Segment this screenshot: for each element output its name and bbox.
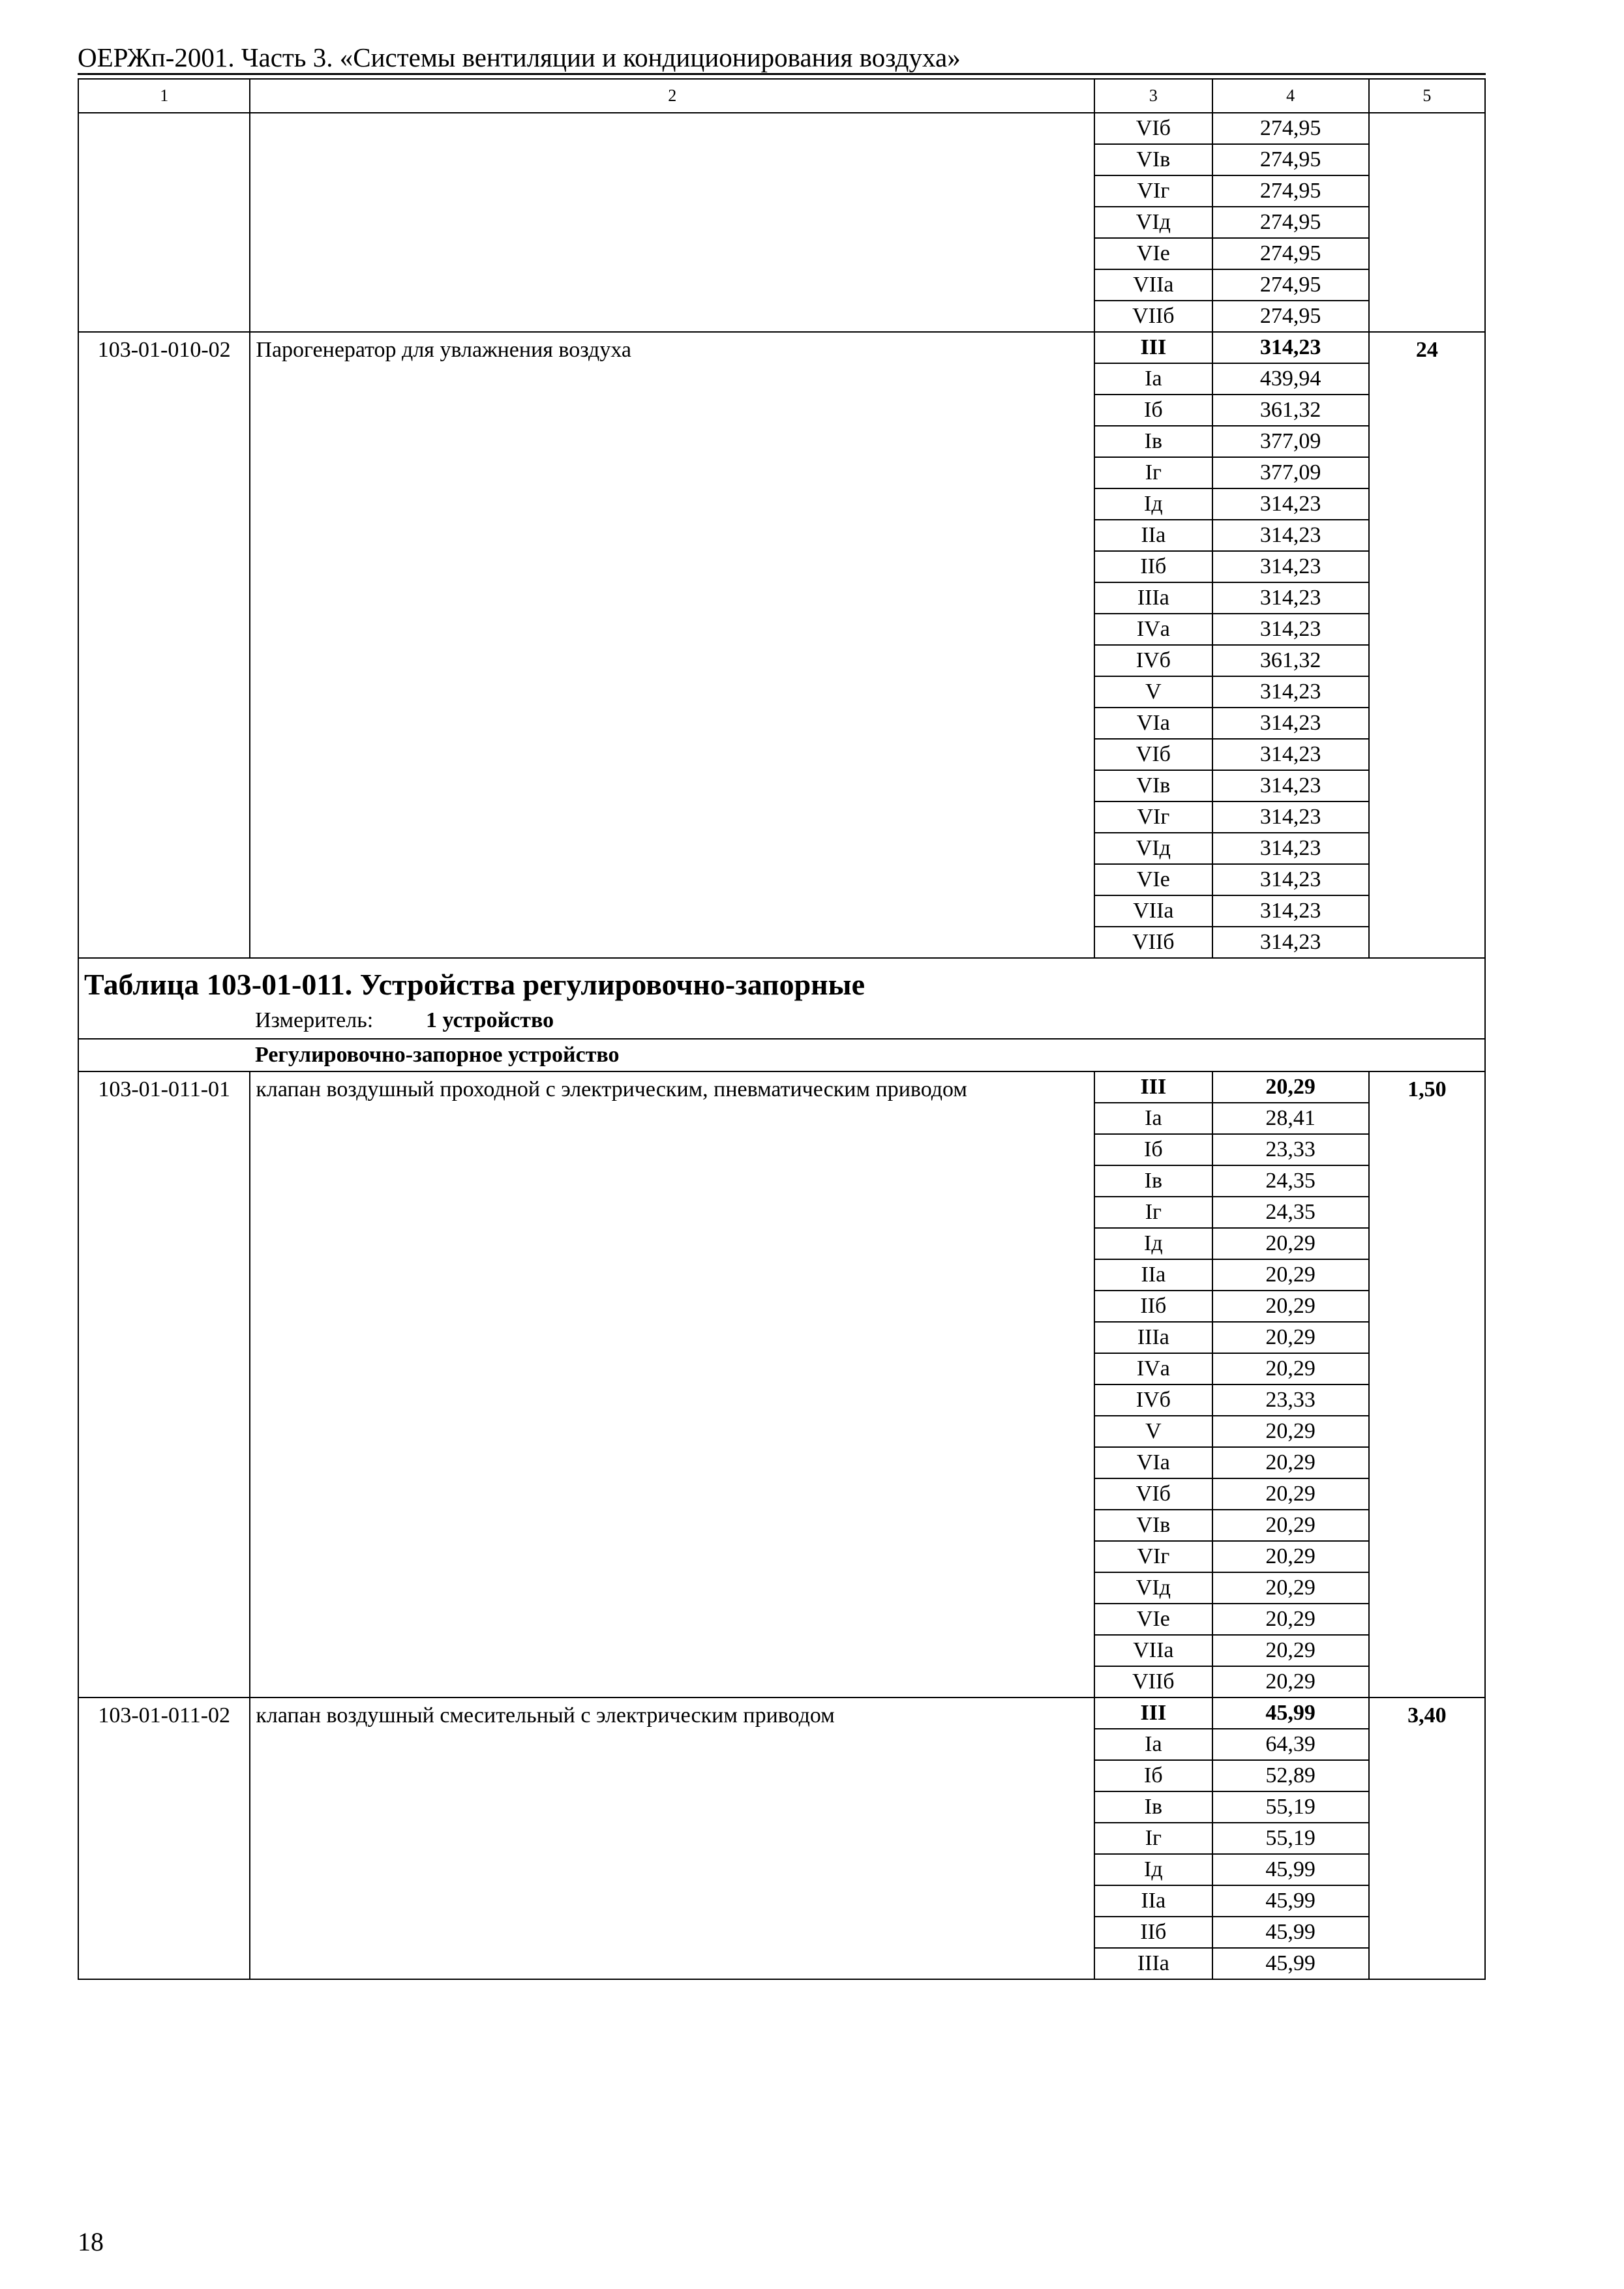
table-row — [78, 1071, 1485, 1103]
price-cell: 23,33 — [1212, 1134, 1369, 1165]
column-number: 3 — [1094, 79, 1212, 113]
zone-cell: Iд — [1094, 1854, 1212, 1885]
price-cell: 45,99 — [1212, 1854, 1369, 1885]
ratio-cell: 24 — [1369, 332, 1485, 958]
price-cell: 314,23 — [1212, 770, 1369, 801]
meter-label: Измеритель: — [255, 1008, 374, 1032]
zone-cell: Iв — [1094, 1165, 1212, 1197]
zone-cell: VIв — [1094, 770, 1212, 801]
item-description: Парогенератор для увлажнения воздуха — [250, 332, 1094, 958]
item-code: 103-01-011-01 — [78, 1071, 250, 1698]
zone-cell: Iв — [1094, 426, 1212, 457]
zone-cell: VIе — [1094, 864, 1212, 895]
column-number-row — [78, 79, 1485, 113]
price-cell: 274,95 — [1212, 113, 1369, 144]
zone-cell: VIб — [1094, 113, 1212, 144]
zone-cell: IIа — [1094, 1259, 1212, 1291]
zone-cell: VIг — [1094, 801, 1212, 833]
item-description-empty — [250, 113, 1094, 332]
zone-cell: Iб — [1094, 395, 1212, 426]
price-cell: 20,29 — [1212, 1541, 1369, 1572]
price-cell: 20,29 — [1212, 1447, 1369, 1478]
price-cell: 274,95 — [1212, 144, 1369, 175]
price-cell: 314,23 — [1212, 801, 1369, 833]
zone-cell: IIIа — [1094, 582, 1212, 614]
price-cell: 439,94 — [1212, 363, 1369, 395]
price-cell: 361,32 — [1212, 395, 1369, 426]
price-cell: 274,95 — [1212, 175, 1369, 207]
section-title-row — [78, 958, 1485, 1006]
ratio-cell: 3,40 — [1369, 1698, 1485, 1979]
table-row — [78, 1698, 1485, 1729]
price-cell: 20,29 — [1212, 1416, 1369, 1447]
price-cell: 314,23 — [1212, 582, 1369, 614]
price-cell: 314,23 — [1212, 927, 1369, 958]
zone-cell: Iб — [1094, 1134, 1212, 1165]
zone-cell: IIIа — [1094, 1948, 1212, 1979]
page-header: ОЕРЖп-2001. Часть 3. «Системы вентиляции и кондиционирования воздуха» — [78, 42, 961, 72]
zone-cell: IIа — [1094, 520, 1212, 551]
zone-cell: III — [1094, 1071, 1212, 1103]
meter-value: 1 устройство — [426, 1008, 554, 1032]
price-cell: 55,19 — [1212, 1791, 1369, 1823]
price-cell: 55,19 — [1212, 1823, 1369, 1854]
zone-cell: VIе — [1094, 238, 1212, 269]
zone-cell: IVа — [1094, 1353, 1212, 1384]
item-description: клапан воздушный смесительный с электрическим приводом — [250, 1698, 1094, 1979]
zone-cell: VIIб — [1094, 301, 1212, 332]
price-cell: 20,29 — [1212, 1228, 1369, 1259]
item-code: 103-01-010-02 — [78, 332, 250, 958]
zone-cell: IVа — [1094, 614, 1212, 645]
item-description: клапан воздушный проходной с электрическим, пневматическим приводом — [250, 1071, 1094, 1698]
price-cell: 274,95 — [1212, 207, 1369, 238]
zone-cell: VIд — [1094, 833, 1212, 864]
zone-cell: Iа — [1094, 1729, 1212, 1760]
price-cell: 314,23 — [1212, 488, 1369, 520]
zone-cell: VIб — [1094, 1478, 1212, 1510]
price-cell: 314,23 — [1212, 520, 1369, 551]
price-cell: 314,23 — [1212, 833, 1369, 864]
zone-cell: IIб — [1094, 1291, 1212, 1322]
table-row — [78, 332, 1485, 363]
price-cell: 314,23 — [1212, 708, 1369, 739]
zone-cell: Iг — [1094, 1823, 1212, 1854]
zone-cell: VIа — [1094, 1447, 1212, 1478]
price-cell: 20,29 — [1212, 1291, 1369, 1322]
zone-cell: VIа — [1094, 708, 1212, 739]
table-row — [78, 113, 1485, 144]
price-cell: 28,41 — [1212, 1103, 1369, 1134]
price-cell: 361,32 — [1212, 645, 1369, 676]
zone-cell: V — [1094, 1416, 1212, 1447]
zone-cell: VIд — [1094, 1572, 1212, 1604]
price-table — [78, 78, 1486, 1980]
meter-row — [78, 1006, 1485, 1039]
meter — [79, 1006, 1484, 1038]
zone-cell: Iа — [1094, 363, 1212, 395]
zone-cell: IIIа — [1094, 1322, 1212, 1353]
zone-cell: VIг — [1094, 175, 1212, 207]
price-cell: 314,23 — [1212, 864, 1369, 895]
price-cell: 52,89 — [1212, 1760, 1369, 1791]
zone-cell: Iд — [1094, 1228, 1212, 1259]
price-cell: 377,09 — [1212, 426, 1369, 457]
price-cell: 20,29 — [1212, 1510, 1369, 1541]
price-cell: 20,29 — [1212, 1353, 1369, 1384]
price-cell: 64,39 — [1212, 1729, 1369, 1760]
item-code: 103-01-011-02 — [78, 1698, 250, 1979]
zone-cell: VIг — [1094, 1541, 1212, 1572]
zone-cell: III — [1094, 1698, 1212, 1729]
zone-cell: Iб — [1094, 1760, 1212, 1791]
zone-cell: Iг — [1094, 1197, 1212, 1228]
price-cell: 23,33 — [1212, 1384, 1369, 1416]
zone-cell: VIIб — [1094, 927, 1212, 958]
price-cell: 274,95 — [1212, 301, 1369, 332]
price-cell: 20,29 — [1212, 1259, 1369, 1291]
item-code-empty — [78, 113, 250, 332]
zone-cell: IVб — [1094, 645, 1212, 676]
price-cell: 377,09 — [1212, 457, 1369, 488]
zone-cell: VIIа — [1094, 895, 1212, 927]
price-cell: 20,29 — [1212, 1604, 1369, 1635]
zone-cell: Iв — [1094, 1791, 1212, 1823]
price-cell: 314,23 — [1212, 614, 1369, 645]
zone-cell: VIб — [1094, 739, 1212, 770]
column-number: 5 — [1369, 79, 1485, 113]
zone-cell: VIд — [1094, 207, 1212, 238]
price-cell: 20,29 — [1212, 1071, 1369, 1103]
price-cell: 45,99 — [1212, 1948, 1369, 1979]
column-number: 2 — [250, 79, 1094, 113]
price-cell: 314,23 — [1212, 676, 1369, 708]
header-rule — [78, 73, 1486, 75]
price-cell: 20,29 — [1212, 1666, 1369, 1698]
table-title: Таблица 103-01-011. Устройства регулировочно-запорные — [84, 968, 865, 1001]
price-cell: 314,23 — [1212, 332, 1369, 363]
price-cell: 20,29 — [1212, 1572, 1369, 1604]
zone-cell: VIIа — [1094, 1635, 1212, 1666]
price-cell: 314,23 — [1212, 551, 1369, 582]
price-cell: 45,99 — [1212, 1885, 1369, 1917]
column-number: 4 — [1212, 79, 1369, 113]
price-cell: 20,29 — [1212, 1322, 1369, 1353]
zone-cell: IIб — [1094, 1917, 1212, 1948]
zone-cell: Iг — [1094, 457, 1212, 488]
price-cell: 274,95 — [1212, 269, 1369, 301]
price-cell: 45,99 — [1212, 1698, 1369, 1729]
zone-cell: VIе — [1094, 1604, 1212, 1635]
price-cell: 20,29 — [1212, 1478, 1369, 1510]
ratio-cell: 1,50 — [1369, 1071, 1485, 1698]
zone-cell: Iа — [1094, 1103, 1212, 1134]
zone-cell: IIб — [1094, 551, 1212, 582]
subheading-row — [78, 1039, 1485, 1071]
column-number: 1 — [78, 79, 250, 113]
zone-cell: VIIа — [1094, 269, 1212, 301]
subheading: Регулировочно-запорное устройство — [78, 1039, 1485, 1071]
zone-cell: VIв — [1094, 1510, 1212, 1541]
price-cell: 24,35 — [1212, 1165, 1369, 1197]
zone-cell: III — [1094, 332, 1212, 363]
zone-cell: VIIб — [1094, 1666, 1212, 1698]
zone-cell: IVб — [1094, 1384, 1212, 1416]
zone-cell: Iд — [1094, 488, 1212, 520]
ratio-cell — [1369, 113, 1485, 332]
zone-cell: V — [1094, 676, 1212, 708]
price-cell: 314,23 — [1212, 739, 1369, 770]
price-cell: 20,29 — [1212, 1635, 1369, 1666]
price-cell: 24,35 — [1212, 1197, 1369, 1228]
page-number: 18 — [78, 2227, 104, 2256]
price-cell: 274,95 — [1212, 238, 1369, 269]
price-cell: 45,99 — [1212, 1917, 1369, 1948]
zone-cell: VIв — [1094, 144, 1212, 175]
zone-cell: IIа — [1094, 1885, 1212, 1917]
price-cell: 314,23 — [1212, 895, 1369, 927]
